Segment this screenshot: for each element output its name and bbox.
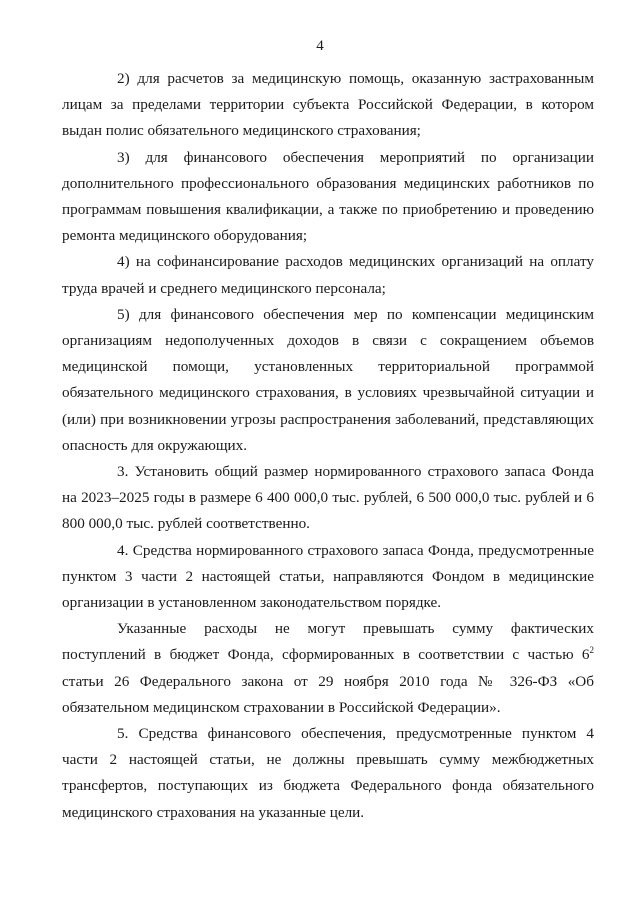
paragraph-item-5: 5) для финансового обеспечения мер по компенсации медицинским организациям недополученных доходов в связи с сокращением объемов медицинской помощи, установленных территориальной программой обязательного медицинского страхования, в условиях чрезвычайной ситуации и (или) при возникновении угрозы распространения заболеваний, представляющих опасность для окружающих. [62, 305, 594, 454]
paragraph-text-after-superscript: статьи 26 Федерального закона от 29 ноября 2010 года № 326-ФЗ «Об обязательном медицинском страховании в Российской Федерации». [62, 672, 594, 716]
paragraph-expenses-limit [62, 616, 594, 721]
page-number: 4 [316, 38, 324, 54]
paragraph-item-4: 4) на софинансирование расходов медицинских организаций на оплату труда врачей и среднего медицинского персонала; [62, 253, 594, 297]
superscript: 2 [589, 645, 594, 656]
document-body [62, 66, 594, 826]
paragraph-clause-3: 3. Установить общий размер нормированного страхового запаса Фонда на 2023–2025 годы в размере 6 400 000,0 тыс. рублей, 6 500 000,0 тыс. рублей и 6 800 000,0 тыс. рублей соответственно. [62, 463, 594, 533]
paragraph-text-before-superscript: Указанные расходы не могут превышать сумму фактических поступлений в бюджет Фонда, сформированных в соответствии с частью 6 [62, 620, 594, 664]
paragraph-clause-4: 4. Средства нормированного страхового запаса Фонда, предусмотренные пунктом 3 части 2 настоящей статьи, направляются Фондом в медицинские организации в установленном законодательством порядке. [62, 541, 594, 612]
paragraph-clause-5: 5. Средства финансового обеспечения, предусмотренные пунктом 4 части 2 настоящей статьи, не должны превышать сумму межбюджетных трансфертов, поступающих из бюджета Федерального фонда обязательного медицинского страхования на указанные цели. [62, 725, 594, 821]
paragraph-item-2: 2) для расчетов за медицинскую помощь, оказанную застрахованным лицам за пределами территории субъекта Российской Федерации, в котором выдан полис обязательного медицинского страхования; [62, 70, 594, 140]
paragraph-item-3: 3) для финансового обеспечения мероприятий по организации дополнительного профессионального образования медицинских работников по программам повышения квалификации, а также по приобретению и проведению ремонта медицинского оборудования; [62, 148, 594, 245]
